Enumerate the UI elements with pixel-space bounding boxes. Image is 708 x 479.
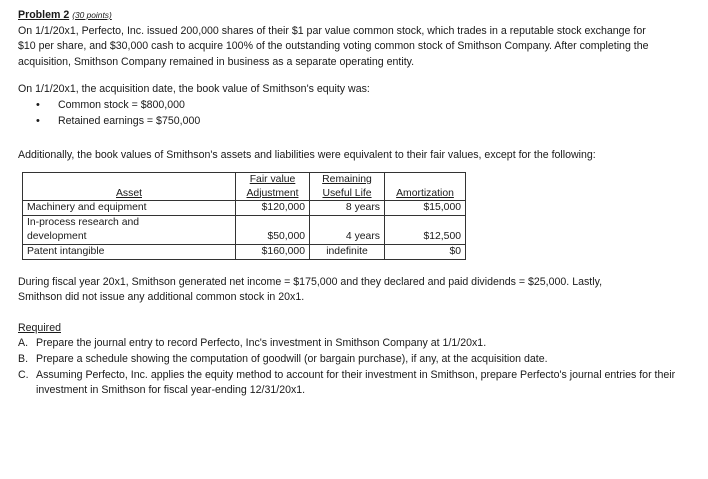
equity-section xyxy=(18,82,690,129)
cell-fair-value: $50,000 xyxy=(236,216,310,245)
equity-item: • Common stock = $800,000 xyxy=(58,98,690,114)
equity-heading: On 1/1/20x1, the acquisition date, the book value of Smithson's equity was: xyxy=(18,83,370,96)
header-fair-value: Fair value Adjustment xyxy=(236,172,310,201)
problem-intro: On 1/1/20x1, Perfecto, Inc. issued 200,000 shares of their $1 par value common stock, which trades in a reputable stock exchange for $10 per share, and $30,000 cash to acquire 100% of the outstanding voting common stock of Smithson Company. After completing the acquisition, Smithson Company remained in business as a separate operating entity. xyxy=(18,24,649,68)
cell-fair-value: $120,000 xyxy=(236,201,310,216)
problem-document xyxy=(18,8,690,399)
problem-title xyxy=(18,8,690,24)
required-heading: Required xyxy=(18,321,61,334)
required-list xyxy=(18,336,690,398)
equity-list xyxy=(18,98,690,129)
required-text: Assuming Perfecto, Inc. applies the equity method to account for their investment in Smithson, prepare Perfecto's journal entries for their investment in Smithson for fiscal year-ending 12/31/20x1. xyxy=(36,368,676,397)
cell-useful-life: 8 years xyxy=(310,201,385,216)
header-asset: Asset xyxy=(23,172,236,201)
required-letter: B. xyxy=(18,352,29,365)
table-row xyxy=(23,201,466,216)
table-row xyxy=(23,244,466,259)
required-letter: C. xyxy=(18,368,29,381)
fiscal-note: During fiscal year 20x1, Smithson generated net income = $175,000 and they declared and paid dividends = $25,000. Lastly, Smithson did not issue any additional common stock in 20x1. xyxy=(18,275,603,304)
cell-fair-value: $160,000 xyxy=(236,244,310,259)
cell-useful-life: 4 years xyxy=(310,216,385,245)
equity-item: • Retained earnings = $750,000 xyxy=(58,114,690,130)
fair-value-note: Additionally, the book values of Smithson's assets and liabilities were equivalent to their fair values, except for the following: xyxy=(18,149,596,162)
cell-asset: In-process research and development xyxy=(23,216,236,245)
header-useful-life: Remaining Useful Life xyxy=(310,172,385,201)
problem-title-text: Problem 2 xyxy=(18,9,70,21)
cell-asset: Machinery and equipment xyxy=(23,201,236,216)
required-letter: A. xyxy=(18,337,29,350)
table-row xyxy=(23,216,466,245)
required-text: Prepare a schedule showing the computation of goodwill (or bargain purchase), if any, at the acquisition date. xyxy=(36,352,548,365)
required-item xyxy=(18,352,690,368)
header-amortization: Amortization xyxy=(385,172,466,201)
required-section xyxy=(18,321,690,399)
table-header-row xyxy=(23,172,466,201)
cell-amortization: $15,000 xyxy=(385,201,466,216)
cell-amortization: $0 xyxy=(385,244,466,259)
cell-useful-life: indefinite xyxy=(310,244,385,259)
cell-asset: Patent intangible xyxy=(23,244,236,259)
fair-value-table xyxy=(22,172,466,260)
required-item xyxy=(18,336,690,352)
required-text: Prepare the journal entry to record Perfecto, Inc's investment in Smithson Company at 1/1/20x1. xyxy=(36,337,487,350)
required-item xyxy=(18,368,690,399)
problem-points: (30 points) xyxy=(72,10,112,20)
cell-amortization: $12,500 xyxy=(385,216,466,245)
